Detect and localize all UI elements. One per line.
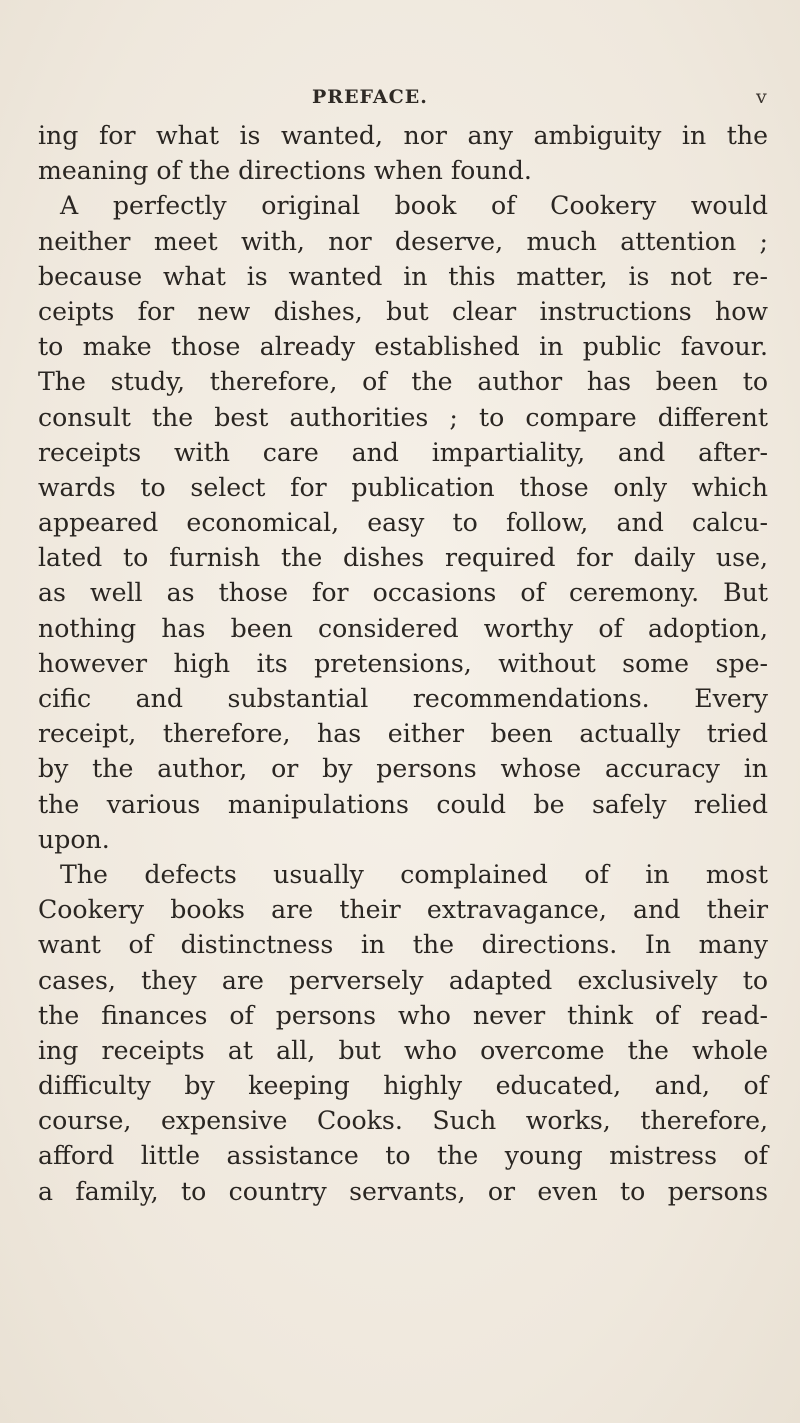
text-line: ing receipts at all, but who overcome the whole (38, 1035, 768, 1065)
text-line: The study, therefore, of the author has been to (38, 367, 768, 397)
text-line: difficulty by keeping highly educated, and, of (38, 1071, 768, 1101)
text-line: ing for what is wanted, nor any ambiguity in the (38, 121, 768, 150)
text-line: because what is wanted in this matter, is not re- (38, 261, 768, 291)
text-line: neither meet with, nor deserve, much attention ; (38, 226, 768, 256)
text-line: receipt, therefore, has either been actually tried (38, 719, 768, 749)
text-line: nothing has been considered worthy of adoption, (38, 613, 768, 643)
text-line: course, expensive Cooks. Such works, therefore, (38, 1106, 768, 1136)
text-line: as well as those for occasions of ceremony. But (38, 578, 768, 608)
text-line: upon. (38, 824, 110, 854)
text-line: cases, they are perversely adapted exclusively to (38, 965, 768, 995)
text-line: however high its pretensions, without some spe- (38, 648, 768, 678)
page-number: v (756, 86, 767, 108)
text-line: A perfectly original book of Cookery would (60, 191, 768, 221)
running-head: PREFACE. (312, 86, 428, 108)
text-line: want of distinctness in the directions. In many (38, 930, 768, 960)
text-line: afford little assistance to the young mistress of (38, 1141, 768, 1171)
body-text (38, 118, 768, 1209)
text-line: meaning of the directions when found. (38, 156, 532, 186)
text-line: wards to select for publication those only which (38, 472, 768, 502)
text-line: the finances of persons who never think of read- (38, 1000, 768, 1030)
text-line: to make those already established in public favour. (38, 332, 768, 362)
text-line: lated to furnish the dishes required for daily use, (38, 543, 768, 573)
text-line: the various manipulations could be safely relied (38, 789, 768, 819)
text-line: ceipts for new dishes, but clear instructions how (38, 296, 768, 326)
text-line: a family, to country servants, or even to persons (38, 1176, 768, 1206)
text-line: The defects usually complained of in most (60, 859, 768, 889)
text-line: consult the best authorities ; to compare different (38, 402, 768, 432)
text-line: receipts with care and impartiality, and after- (38, 437, 768, 467)
text-line: Cookery books are their extravagance, and their (38, 895, 768, 925)
text-line: cific and substantial recommendations. Every (38, 684, 768, 713)
text-line: by the author, or by persons whose accuracy in (38, 754, 768, 784)
text-line: appeared economical, easy to follow, and calcu- (38, 508, 768, 538)
